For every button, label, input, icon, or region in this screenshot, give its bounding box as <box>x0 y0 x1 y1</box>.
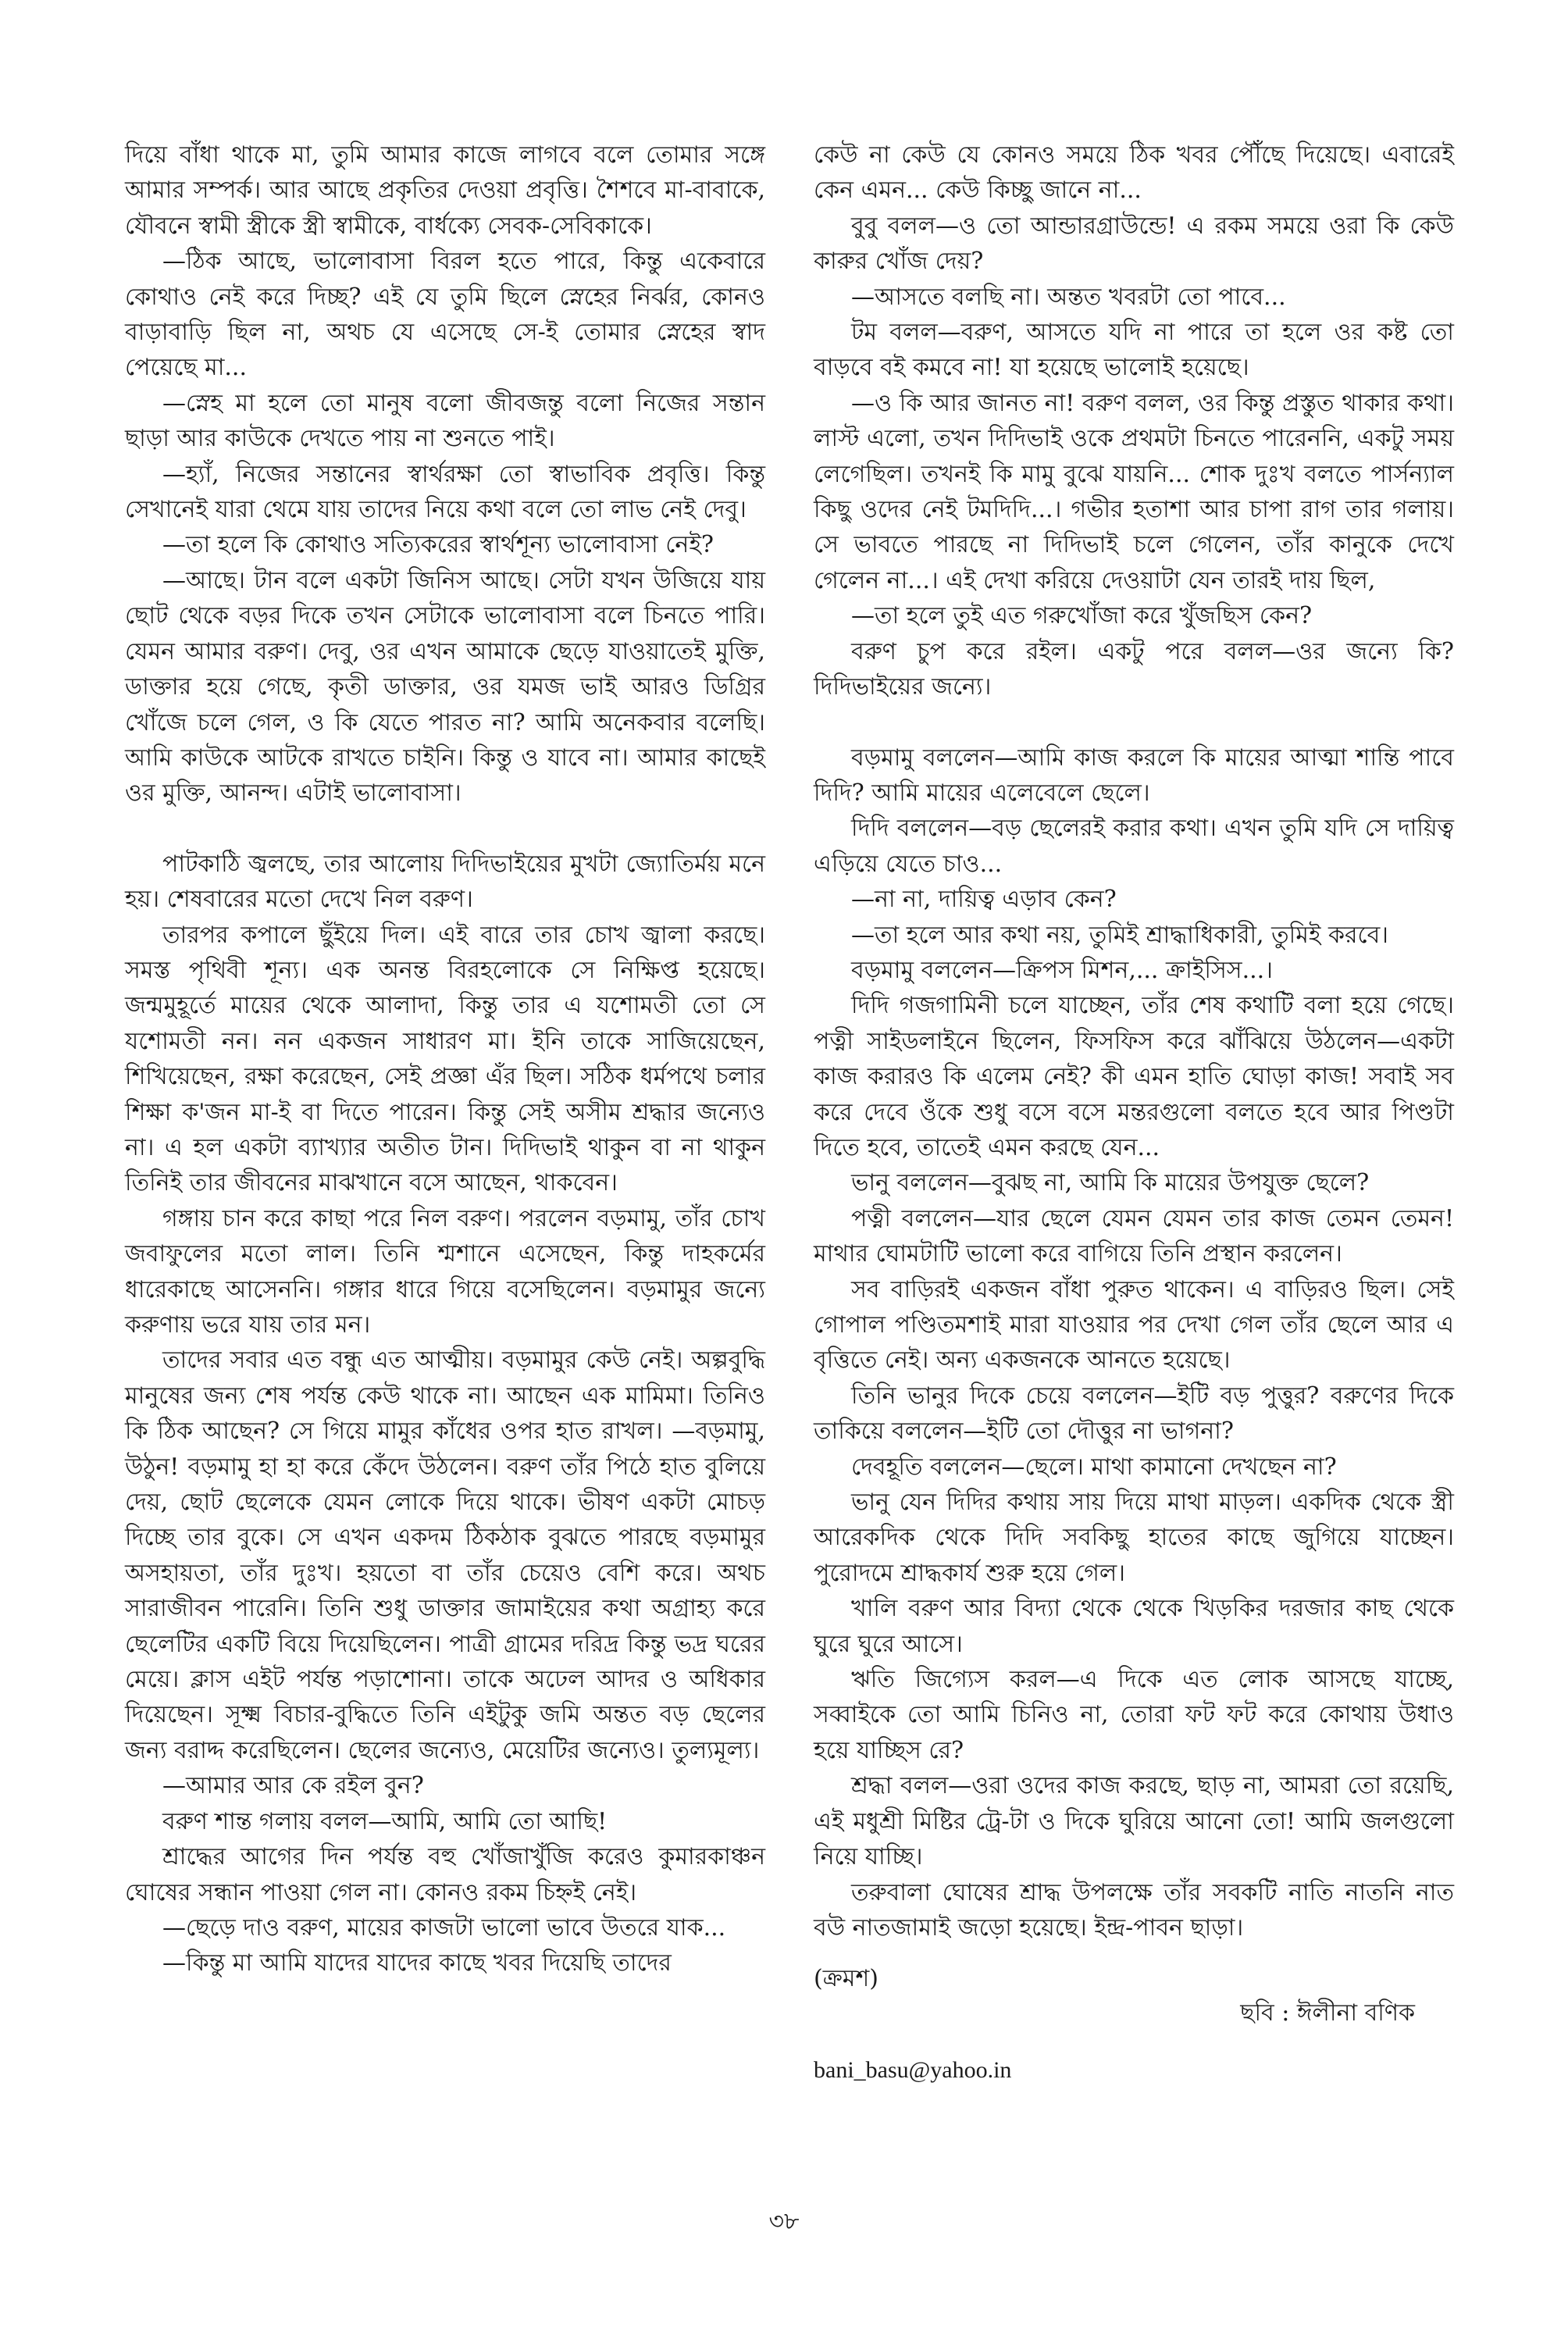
illustration-credit: ছবি : ঈলীনা বণিক <box>1240 1999 1415 2027</box>
paragraph: তিনি ভানুর দিকে চেয়ে বললেন—ইটি বড় পুত্তুর? বরুণের দিকে তাকিয়ে বললেন—ইটি তো দৌত্তুর না ভাগনা? <box>814 1382 1454 1446</box>
paragraph: বরুণ শান্ত গলায় বলল—আমি, আমি তো আছি! <box>162 1807 608 1835</box>
paragraph: গঙ্গায় চান করে কাছা পরে নিল বরুণ। পরলেন বড়মামু, তাঁর চোখ জবাফুলের মতো লাল। তিনি শ্মশানে এসেছেন, কিন্তু দাহকর্মের ধারেকাছে আসেননি। গঙ্গার ধারে গিয়ে বসেছিলেন। বড়মামুর জন্যে করুণায় ভরে যায় তার মন। <box>125 1204 765 1339</box>
paragraph: —কিন্তু মা আমি যাদের যাদের কাছে খবর দিয়েছি তাদের <box>162 1949 672 1977</box>
paragraph: বরুণ চুপ করে রইল। একটু পরে বলল—ওর জন্যে কি? দিদিভাইয়ের জন্যে। <box>814 637 1454 701</box>
paragraph: —হ্যাঁ, নিজের সন্তানের স্বার্থরক্ষা তো স্বাভাবিক প্রবৃত্তি। কিন্তু সেখানেই যারা থেমে যায় তাদের নিয়ে কথা বলে তো লাভ নেই দেবু। <box>125 460 765 524</box>
paragraph: —তা হলে আর কথা নয়, তুমিই শ্রাদ্ধাধিকারী, তুমিই করবে। <box>851 921 1388 949</box>
paragraph: —আসতে বলছি না। অন্তত খবরটা তো পাবে... <box>851 283 1286 311</box>
paragraph: সব বাড়িরই একজন বাঁধা পুরুত থাকেন। এ বাড়িরও ছিল। সেই গোপাল পণ্ডিতমশাই মারা যাওয়ার পর দেখা গেল তাঁর ছেলে আর এ বৃত্তিতে নেই। অন্য একজনকে আনতে হয়েছে। <box>814 1275 1454 1375</box>
paragraph: —ঠিক আছে, ভালোবাসা বিরল হতে পারে, কিন্তু একেবারে কোথাও নেই করে দিচ্ছ? এই যে তুমি ছিলে স্নেহের নির্ঝর, কোনও বাড়াবাড়ি ছিল না, অথচ যে এসেছে সে-ই তোমার স্নেহের স্বাদ পেয়েছে মা... <box>125 248 765 382</box>
paragraph: —আছে। টান বলে একটা জিনিস আছে। সেটা যখন উজিয়ে যায় ছোট থেকে বড়র দিকে তখন সেটাকে ভালোবাসা বলে চিনতে পারি। যেমন আমার বরুণ। দেবু, ওর এখন আমাকে ছেড়ে যাওয়াতেই মুক্তি, ডাক্তার হয়ে গেছে, কৃতী ডাক্তার, ওর যমজ ভাই আরও ডিগ্রির খোঁজে চলে গেল, ও কি যেতে পারত না? আমি অনেকবার বলেছি। আমি কাউকে আটকে রাখতে চাইনি। কিন্তু ও যাবে না। আমার কাছেই ওর মুক্তি, আনন্দ। এটাই ভালোবাসা। <box>125 566 765 808</box>
serial-continued-note: (ক্রমশ) <box>814 1965 878 1993</box>
paragraph: খালি বরুণ আর বিদ্যা থেকে থেকে খিড়কির দরজার কাছ থেকে ঘুরে ঘুরে আসে। <box>814 1595 1454 1658</box>
paragraph: শ্রদ্ধা বলল—ওরা ওদের কাজ করছে, ছাড় না, আমরা তো রয়েছি, এই মধুশ্রী মিষ্টির ট্রে-টা ও দিকে ঘুরিয়ে আনো তো! আমি জলগুলো নিয়ে যাচ্ছি। <box>814 1772 1454 1871</box>
paragraph: ভানু বললেন—বুঝছ না, আমি কি মায়ের উপযুক্ত ছেলে? <box>851 1169 1370 1197</box>
paragraph: পত্নী বললেন—যার ছেলে যেমন যেমন তার কাজ তেমন তেমন! মাথার ঘোমটাটি ভালো করে বাগিয়ে তিনি প্রস্থান করলেন। <box>814 1204 1454 1268</box>
paragraph: শ্রাদ্ধের আগের দিন পর্যন্ত বহু খোঁজাখুঁজি করেও কুমারকাঞ্চন ঘোষের সন্ধান পাওয়া গেল না। কোনও রকম চিহ্নই নেই। <box>125 1843 765 1906</box>
paragraph: —ও কি আর জানত না! বরুণ বলল, ওর কিন্তু প্রস্তুত থাকার কথা। লাস্ট এলো, তখন দিদিভাই ওকে প্রথমটা চিনতে পারেননি, একটু সময় লেগেছিল। তখনই কি মামু বুঝে যায়নি... শোক দুঃখ বলতে পার্সন্যাল কিছু ওদের নেই টমদিদি...। গভীর হতাশা আর চাপা রাগ তার গলায়। সে ভাবতে পারছে না দিদিভাই চলে গেলেন, তাঁর কানুকে দেখে গেলেন না...। এই দেখা করিয়ে দেওয়াটা যেন তারই দায় ছিল, <box>814 389 1454 594</box>
paragraph: —ছেড়ে দাও বরুণ, মায়ের কাজটা ভালো ভাবে উতরে যাক... <box>162 1913 726 1942</box>
paragraph: —আমার আর কে রইল বুন? <box>162 1772 424 1800</box>
right-column-paragraphs <box>814 137 1454 1945</box>
left-text-column <box>125 137 765 1981</box>
paragraph: তরুবালা ঘোষের শ্রাদ্ধ উপলক্ষে তাঁর সবকটি নাতি নাতনি নাত বউ নাতজামাই জড়ো হয়েছে। ইন্দ্র-পাবন ছাড়া। <box>814 1878 1454 1942</box>
paragraph: তারপর কপালে ছুঁইয়ে দিল। এই বারে তার চোখ জ্বালা করছে। সমস্ত পৃথিবী শূন্য। এক অনন্ত বিরহলোকে সে নিক্ষিপ্ত হয়েছে। জন্মমুহূর্তে মায়ের থেকে আলাদা, কিন্তু তার এ যশোমতী তো সে যশোমতী নন। নন একজন সাধারণ মা। ইনি তাকে সাজিয়েছেন, শিখিয়েছেন, রক্ষা করেছেন, সেই প্রজ্ঞা এঁর ছিল। সঠিক ধর্মপথে চলার শিক্ষা ক'জন মা-ই বা দিতে পারেন। কিন্তু সেই অসীম শ্রদ্ধার জন্যেও না। এ হল একটা ব্যাখ্যার অতীত টান। দিদিভাই থাকুন বা না থাকুন তিনিই তার জীবনের মাঝখানে বসে আছেন, থাকবেন। <box>125 921 765 1197</box>
paragraph: —না না, দায়িত্ব এড়াব কেন? <box>851 886 1117 914</box>
paragraph: ঋতি জিগ্যেস করল—এ দিকে এত লোক আসছে যাচ্ছে, সব্বাইকে তো আমি চিনিও না, তোরা ফট ফট করে কোথায় উধাও হয়ে যাচ্ছিস রে? <box>814 1666 1454 1764</box>
paragraph: পাটকাঠি জ্বলছে, তার আলোয় দিদিভাইয়ের মুখটা জ্যোতির্ময় মনে হয়। শেষবারের মতো দেখে নিল বরুণ। <box>125 850 765 914</box>
paragraph: দিদি গজগামিনী চলে যাচ্ছেন, তাঁর শেষ কথাটি বলা হয়ে গেছে। পত্নী সাইডলাইনে ছিলেন, ফিসফিস করে ঝাঁঝিয়ে উঠলেন—একটা কাজ করারও কি এলেম নেই? কী এমন হাতি ঘোড়া কাজ! সবাই সব করে দেবে ওঁকে শুধু বসে বসে মন্তরগুলো বলতে হবে আর পিণ্ডটা দিতে হবে, তাতেই এমন করছে যেন... <box>814 992 1455 1161</box>
paragraph: তাদের সবার এত বন্ধু এত আত্মীয়। বড়মামুর কেউ নেই। অল্পবুদ্ধি মানুষের জন্য শেষ পর্যন্ত কেউ থাকে না। আছেন এক মামিমা। তিনিও কি ঠিক আছেন? সে গিয়ে মামুর কাঁধের ওপর হাত রাখল। —বড়মামু, উঠুন! বড়মামু হা হা করে কেঁদে উঠলেন। বরুণ তাঁর পিঠে হাত বুলিয়ে দেয়, ছোট ছেলেকে যেমন লোকে দিয়ে থাকে। ভীষণ একটা মোচড় দিচ্ছে তার বুকে। সে এখন একদম ঠিকঠাক বুঝতে পারছে বড়মামুর অসহায়তা, তাঁর দুঃখ। হয়তো বা তাঁর চেয়েও বেশি করে। অথচ সারাজীবন পারেনি। তিনি শুধু ডাক্তার জামাইয়ের কথা অগ্রাহ্য করে ছেলেটির একটি বিয়ে দিয়েছিলেন। পাত্রী গ্রামের দরিদ্র কিন্তু ভদ্র ঘরের মেয়ে। ক্লাস এইট পর্যন্ত পড়াশোনা। তাকে অঢেল আদর ও অধিকার দিয়েছেন। সূক্ষ্ম বিচার-বুদ্ধিতে তিনি এইটুকু জমি অন্তত বড় ছেলের জন্য বরাদ্দ করেছিলেন। ছেলের জন্যেও, মেয়েটির জন্যেও। তুল্যমূল্য। <box>125 1346 765 1764</box>
paragraph: কেউ না কেউ যে কোনও সময়ে ঠিক খবর পৌঁছে দিয়েছে। এবারেই কেন এমন... কেউ কিচ্ছু জানে না... <box>814 141 1454 205</box>
paragraph: দেবহূতি বললেন—ছেলে। মাথা কামানো দেখছেন না? <box>851 1453 1337 1481</box>
paragraph: দিদি বললেন—বড় ছেলেরই করার কথা। এখন তুমি যদি সে দায়িত্ব এড়িয়ে যেতে চাও... <box>814 815 1454 878</box>
paragraph: —তা হলে কি কোথাও সত্যিকরের স্বার্থশূন্য ভালোবাসা নেই? <box>162 531 715 559</box>
page-number: ৩৮ <box>768 2208 800 2235</box>
author-email[interactable]: bani_basu@yahoo.in <box>814 2057 1012 2084</box>
paragraph: বড়মামু বললেন—আমি কাজ করলে কি মায়ের আত্মা শান্তি পাবে দিদি? আমি মায়ের এলেবেলে ছেলে। <box>814 744 1454 807</box>
paragraph: —তা হলে তুই এত গরুখোঁজা করে খুঁজছিস কেন? <box>851 602 1313 630</box>
right-text-column <box>814 137 1454 2088</box>
paragraph: বড়মামু বললেন—ক্রিপস মিশন,... ক্রাইসিস...। <box>851 956 1273 984</box>
paragraph: টম বলল—বরুণ, আসতে যদি না পারে তা হলে ওর কষ্ট তো বাড়বে বই কমবে না! যা হয়েছে ভালোই হয়েছে। <box>814 319 1454 382</box>
paragraph: দিয়ে বাঁধা থাকে মা, তুমি আমার কাজে লাগবে বলে তোমার সঙ্গে আমার সম্পর্ক। আর আছে প্রকৃতির দেওয়া প্রবৃত্তি। শৈশবে মা-বাবাকে, যৌবনে স্বামী স্ত্রীকে স্ত্রী স্বামীকে, বার্ধক্যে সেবক-সেবিকাকে। <box>125 141 765 240</box>
paragraph: —স্নেহ মা হলে তো মানুষ বলো জীবজন্তু বলো নিজের সন্তান ছাড়া আর কাউকে দেখতে পায় না শুনতে পাই। <box>125 389 765 453</box>
paragraph: বুবু বলল—ও তো আন্ডারগ্রাউন্ডে! এ রকম সময়ে ওরা কি কেউ কারুর খোঁজ দেয়? <box>814 212 1454 276</box>
paragraph: ভানু যেন দিদির কথায় সায় দিয়ে মাথা মাড়ল। একদিক থেকে স্ত্রী আরেকদিক থেকে দিদি সবকিছু হাতের কাছে জুগিয়ে যাচ্ছেন। পুরোদমে শ্রাদ্ধকার্য শুরু হয়ে গেল। <box>814 1489 1454 1587</box>
